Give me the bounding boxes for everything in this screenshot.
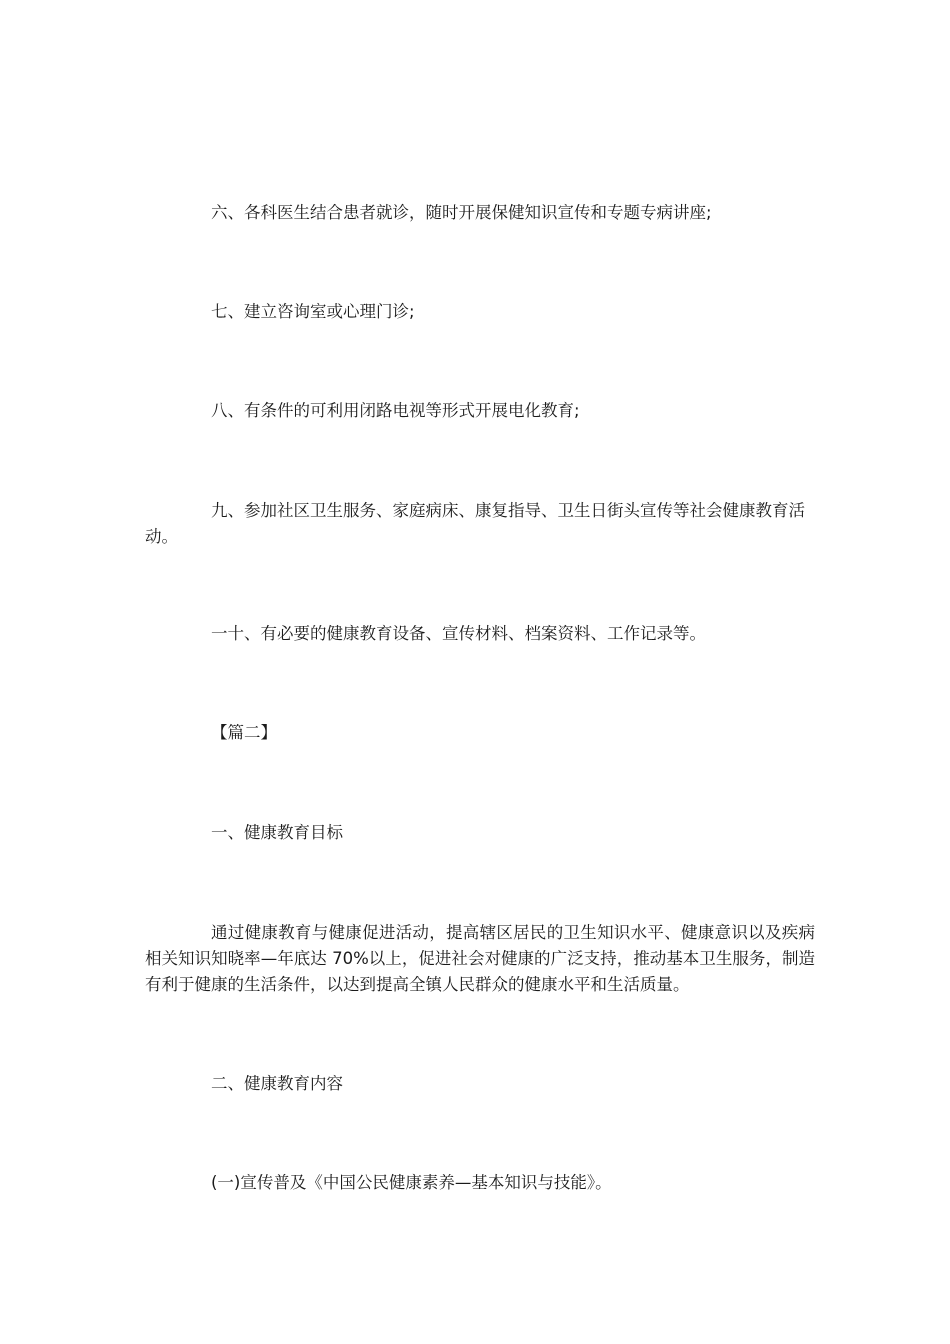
heading-goals: 一、健康教育目标: [211, 823, 343, 842]
paragraph-item-10: 一十、有必要的健康教育设备、宣传材料、档案资料、工作记录等。: [211, 624, 706, 643]
paragraph-item-7: 七、建立咨询室或心理门诊;: [211, 302, 415, 321]
paragraph-content-item-1: (一)宣传普及《中国公民健康素养—基本知识与技能》。: [211, 1173, 612, 1192]
paragraph-item-6: 六、各科医生结合患者就诊，随时开展保健知识宣传和专题专病讲座;: [211, 203, 712, 222]
section-heading-part-two: 【篇二】: [211, 723, 277, 742]
paragraph-item-9: 九、参加社区卫生服务、家庭病床、康复指导、卫生日街头宣传等社会健康教育活动。: [145, 501, 805, 546]
paragraph-item-8: 八、有条件的可利用闭路电视等形式开展电化教育;: [211, 401, 580, 420]
heading-content: 二、健康教育内容: [211, 1074, 343, 1093]
paragraph-goals-body: 通过健康教育与健康促进活动，提高辖区居民的卫生知识水平、健康意识以及疾病相关知识知晓率—年底达 70%以上，促进社会对健康的广泛支持，推动基本卫生服务，制造有利于健康的生活条件，以达到提高全镇人民群众的健康水平和生活质量。: [145, 923, 815, 994]
